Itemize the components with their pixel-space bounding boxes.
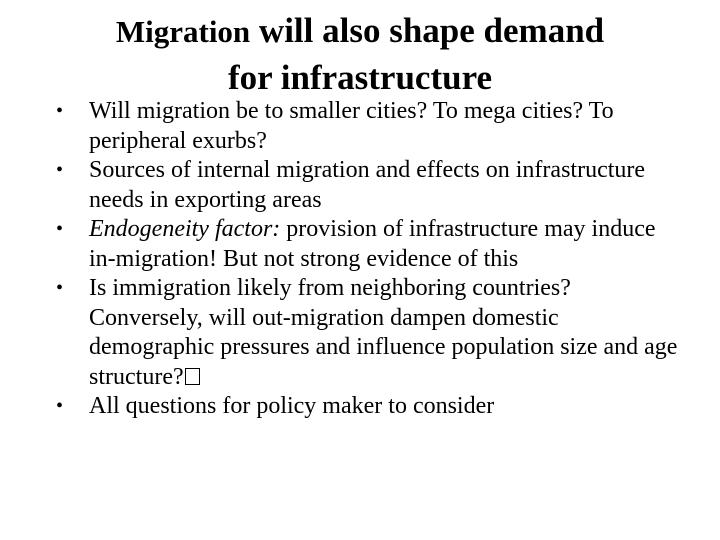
bullet-text: All questions for policy maker to consider <box>89 393 495 419</box>
bullet-dot-icon: • <box>56 277 64 299</box>
bullet-text: Sources of internal migration and effects on infrastructure needs in exporting areas <box>89 157 646 213</box>
bullet-text: provision of infrastructure may induce in-migration! But not strong evidence of this <box>89 216 656 272</box>
bullet-dot-icon: • <box>56 395 64 417</box>
bullet-item <box>54 97 684 156</box>
bullet-item <box>54 156 684 215</box>
bullet-item <box>54 274 684 392</box>
bullet-text: Is immigration likely from neighboring countries? Conversely, will out-migration dampen domestic demographic pressures and influence population size and age structure? <box>89 275 678 390</box>
bullet-item <box>54 392 684 422</box>
title-line-1-rest: will also shape demand <box>250 11 605 50</box>
bullet-dot-icon: • <box>56 159 64 181</box>
bullet-dot-icon: • <box>56 100 64 122</box>
bullet-list <box>54 97 684 422</box>
bullet-italic-lead: Endogeneity factor: <box>89 216 281 242</box>
title-first-word: Migration <box>115 14 251 49</box>
slide-title <box>40 8 680 101</box>
missing-glyph-box-icon <box>185 368 200 385</box>
bullet-text: Will migration be to smaller cities? To mega cities? To peripheral exurbs? <box>89 98 614 154</box>
title-line-2: for infrastructure <box>227 58 493 97</box>
bullet-dot-icon: • <box>56 218 64 240</box>
bullet-item <box>54 215 684 274</box>
